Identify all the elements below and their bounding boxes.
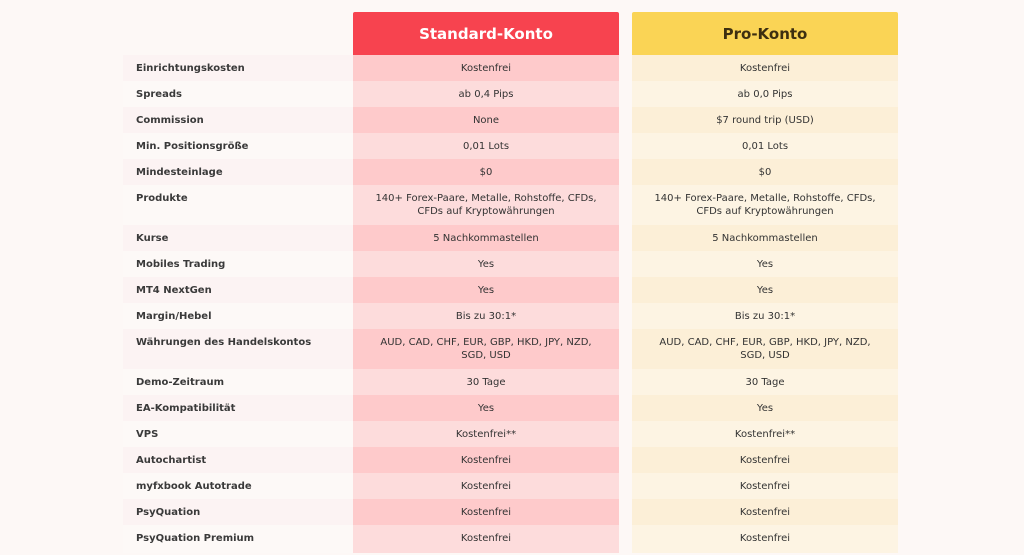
table-row — [0, 133, 1024, 159]
pro-value: Yes — [632, 395, 898, 421]
standard-value: $0 — [353, 159, 619, 185]
row-label: Kurse — [123, 225, 353, 251]
pro-account-header: Pro-Konto — [632, 12, 898, 55]
pro-value: 0,01 Lots — [632, 133, 898, 159]
standard-value: Yes — [353, 277, 619, 303]
standard-value: Kostenfrei — [353, 473, 619, 499]
row-label: Demo-Zeitraum — [123, 369, 353, 395]
standard-value: Yes — [353, 395, 619, 421]
standard-value: Kostenfrei — [353, 55, 619, 81]
row-label: VPS — [123, 421, 353, 447]
standard-value: ab 0,4 Pips — [353, 81, 619, 107]
row-label: Margin/Hebel — [123, 303, 353, 329]
row-label: Produkte — [123, 185, 353, 225]
table-row — [0, 251, 1024, 277]
table-row — [0, 159, 1024, 185]
table-row — [0, 303, 1024, 329]
row-label: myfxbook Autotrade — [123, 473, 353, 499]
table-row — [0, 107, 1024, 133]
standard-value: Bis zu 30:1* — [353, 303, 619, 329]
row-label: Autochartist — [123, 447, 353, 473]
table-row — [0, 395, 1024, 421]
row-label: Mobiles Trading — [123, 251, 353, 277]
table-row — [0, 447, 1024, 473]
pro-value: 5 Nachkommastellen — [632, 225, 898, 251]
standard-value: Yes — [353, 251, 619, 277]
pro-value: 30 Tage — [632, 369, 898, 395]
row-label: Einrichtungskosten — [123, 55, 353, 81]
table-row — [0, 329, 1024, 369]
standard-value: 140+ Forex-Paare, Metalle, Rohstoffe, CFDs, CFDs auf Kryptowährungen — [353, 185, 619, 225]
table-row — [0, 185, 1024, 225]
standard-value: AUD, CAD, CHF, EUR, GBP, HKD, JPY, NZD, SGD, USD — [353, 329, 619, 369]
table-row — [0, 277, 1024, 303]
standard-value: Kostenfrei** — [353, 421, 619, 447]
table-row — [0, 473, 1024, 499]
standard-account-header: Standard-Konto — [353, 12, 619, 55]
pro-value: Kostenfrei — [632, 447, 898, 473]
pro-value: $7 round trip (USD) — [632, 107, 898, 133]
pro-value: Yes — [632, 251, 898, 277]
standard-value: 30 Tage — [353, 369, 619, 395]
table-row — [0, 55, 1024, 81]
pro-value: Kostenfrei — [632, 525, 898, 553]
pro-value: ab 0,0 Pips — [632, 81, 898, 107]
row-label: Commission — [123, 107, 353, 133]
standard-value: 0,01 Lots — [353, 133, 619, 159]
account-comparison-table — [0, 55, 1024, 553]
pro-value: 140+ Forex-Paare, Metalle, Rohstoffe, CFDs, CFDs auf Kryptowährungen — [632, 185, 898, 225]
table-row — [0, 369, 1024, 395]
row-label: EA-Kompatibilität — [123, 395, 353, 421]
table-row — [0, 421, 1024, 447]
row-label: PsyQuation — [123, 499, 353, 525]
table-row — [0, 525, 1024, 553]
row-label: Spreads — [123, 81, 353, 107]
table-row — [0, 81, 1024, 107]
pro-value: Kostenfrei** — [632, 421, 898, 447]
standard-value: Kostenfrei — [353, 499, 619, 525]
pro-value: Yes — [632, 277, 898, 303]
pro-value: Kostenfrei — [632, 55, 898, 81]
standard-value: 5 Nachkommastellen — [353, 225, 619, 251]
row-label: Mindesteinlage — [123, 159, 353, 185]
row-label: Min. Positionsgröße — [123, 133, 353, 159]
table-row — [0, 225, 1024, 251]
row-label: PsyQuation Premium — [123, 525, 353, 553]
pro-value: Kostenfrei — [632, 473, 898, 499]
standard-value: Kostenfrei — [353, 447, 619, 473]
row-label: MT4 NextGen — [123, 277, 353, 303]
pro-value: Bis zu 30:1* — [632, 303, 898, 329]
table-row — [0, 499, 1024, 525]
row-label: Währungen des Handelskontos — [123, 329, 353, 369]
standard-value: Kostenfrei — [353, 525, 619, 553]
pro-value: AUD, CAD, CHF, EUR, GBP, HKD, JPY, NZD, SGD, USD — [632, 329, 898, 369]
standard-value: None — [353, 107, 619, 133]
pro-value: $0 — [632, 159, 898, 185]
pro-value: Kostenfrei — [632, 499, 898, 525]
